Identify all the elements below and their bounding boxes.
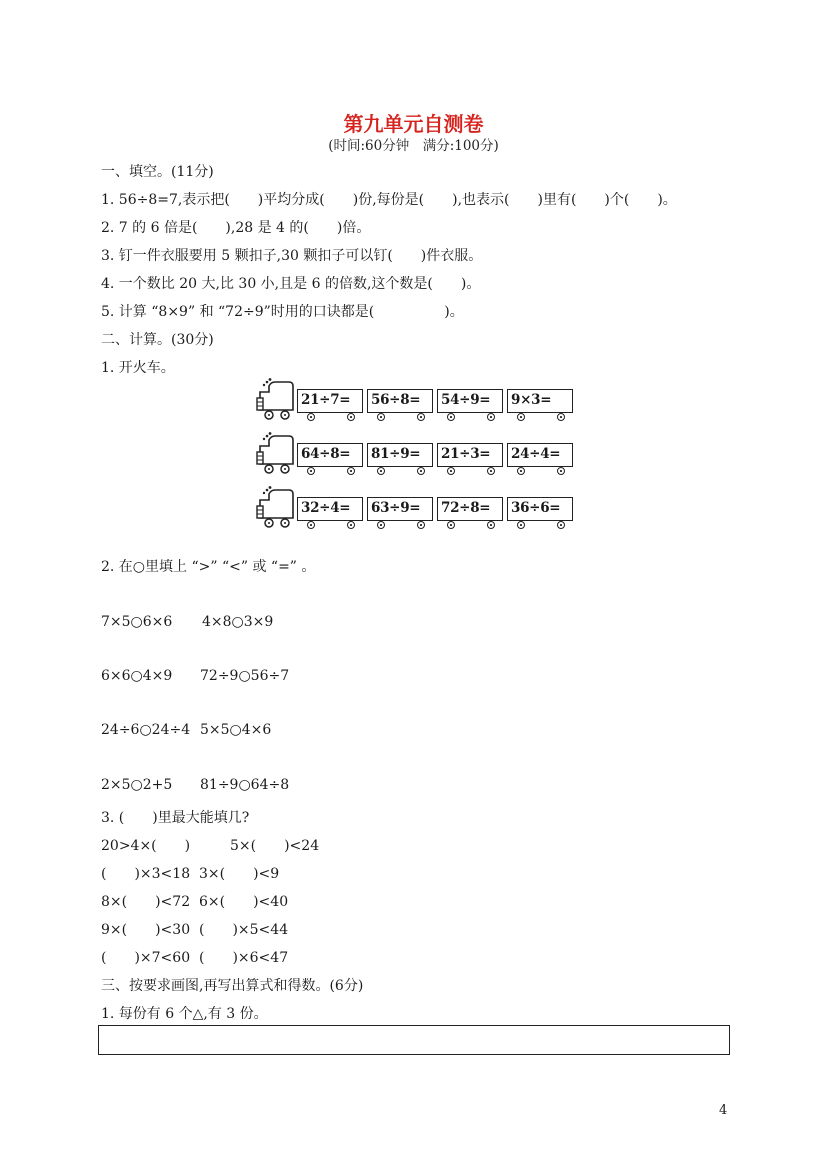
wheel-icon (307, 467, 315, 475)
wheel-icon (417, 467, 425, 475)
wheel-icon (517, 467, 525, 475)
train-car: 32÷4= (297, 497, 363, 521)
train-car: 36÷6= (507, 497, 573, 521)
wheel-icon (487, 413, 495, 421)
train-car: 54÷9= (437, 389, 503, 413)
wheel-icon (347, 467, 355, 475)
train-car: 81÷9= (367, 443, 433, 467)
compare-item: 2×5○2+5 (101, 777, 173, 793)
train-row (255, 430, 585, 476)
section2-question-2-label: 2. 在○里填上 “>” “<” 或 “=” 。 (101, 559, 316, 575)
compare-item: 7×5○6×6 (101, 614, 173, 630)
wheel-icon (517, 521, 525, 529)
wheel-icon (347, 413, 355, 421)
wheel-icon (447, 521, 455, 529)
wheel-icon (377, 467, 385, 475)
page-subtitle: (时间:60分钟 满分:100分) (328, 138, 499, 154)
fill-item: 5×( )<24 (230, 838, 320, 854)
fill-item: 9×( )<30 (101, 922, 191, 938)
wheel-icon (417, 521, 425, 529)
train-engine-icon (255, 376, 295, 422)
page-number: 4 (719, 1103, 728, 1118)
wheel-icon (557, 521, 565, 529)
compare-item: 81÷9○64÷8 (200, 777, 290, 793)
wheel-icon (487, 467, 495, 475)
fill-item: 8×( )<72 (101, 894, 191, 910)
fill-item: 20>4×( ) (101, 838, 191, 854)
train-car: 56÷8= (367, 389, 433, 413)
section1-question-4: 4. 一个数比 20 大,比 30 小,且是 6 的倍数,这个数是( )。 (101, 276, 481, 292)
wheel-icon (557, 413, 565, 421)
compare-item: 5×5○4×6 (200, 722, 272, 738)
section2-question-1-label: 1. 开火车。 (101, 360, 175, 376)
section2-question-3-label: 3. ( )里最大能填几? (101, 810, 250, 826)
compare-item: 24÷6○24÷4 (101, 722, 191, 738)
wheel-icon (517, 413, 525, 421)
fill-item: ( )×5<44 (199, 922, 289, 938)
compare-item: 6×6○4×9 (101, 668, 173, 684)
train-car: 72÷8= (437, 497, 503, 521)
section3-question-1: 1. 每份有 6 个△,有 3 份。 (101, 1006, 268, 1022)
wheel-icon (377, 521, 385, 529)
fill-item: 6×( )<40 (199, 894, 289, 910)
train-row (255, 376, 585, 422)
fill-item: ( )×3<18 (101, 866, 191, 882)
fill-item: 3×( )<9 (199, 866, 280, 882)
train-car: 21÷7= (297, 389, 363, 413)
wheel-icon (447, 413, 455, 421)
page-title: 第九单元自测卷 (343, 112, 484, 136)
compare-item: 4×8○3×9 (202, 614, 274, 630)
wheel-icon (557, 467, 565, 475)
section1-heading: 一、填空。(11分) (101, 164, 214, 180)
train-car: 21÷3= (437, 443, 503, 467)
wheel-icon (307, 413, 315, 421)
wheel-icon (377, 413, 385, 421)
wheel-icon (347, 521, 355, 529)
train-car: 63÷9= (367, 497, 433, 521)
section1-question-3: 3. 钉一件衣服要用 5 颗扣子,30 颗扣子可以钉( )件衣服。 (101, 248, 483, 264)
train-car: 64÷8= (297, 443, 363, 467)
fill-item: ( )×7<60 (101, 950, 191, 966)
section3-heading: 三、按要求画图,再写出算式和得数。(6分) (101, 978, 364, 994)
train-row (255, 484, 585, 530)
wheel-icon (307, 521, 315, 529)
section2-heading: 二、计算。(30分) (101, 332, 214, 348)
section1-question-1: 1. 56÷8=7,表示把( )平均分成( )份,每份是( ),也表示( )里有( )个( )。 (101, 192, 677, 208)
compare-item: 72÷9○56÷7 (200, 668, 290, 684)
train-car: 9×3= (507, 389, 573, 413)
fill-item: ( )×6<47 (199, 950, 289, 966)
wheel-icon (447, 467, 455, 475)
drawing-answer-box[interactable] (98, 1025, 730, 1055)
section1-question-2: 2. 7 的 6 倍是( ),28 是 4 的( )倍。 (101, 220, 371, 236)
section1-question-5: 5. 计算 “8×9” 和 “72÷9”时用的口诀都是( )。 (101, 304, 464, 320)
wheel-icon (487, 521, 495, 529)
train-car: 24÷4= (507, 443, 573, 467)
wheel-icon (417, 413, 425, 421)
train-engine-icon (255, 484, 295, 530)
train-engine-icon (255, 430, 295, 476)
train-exercises (255, 376, 585, 536)
